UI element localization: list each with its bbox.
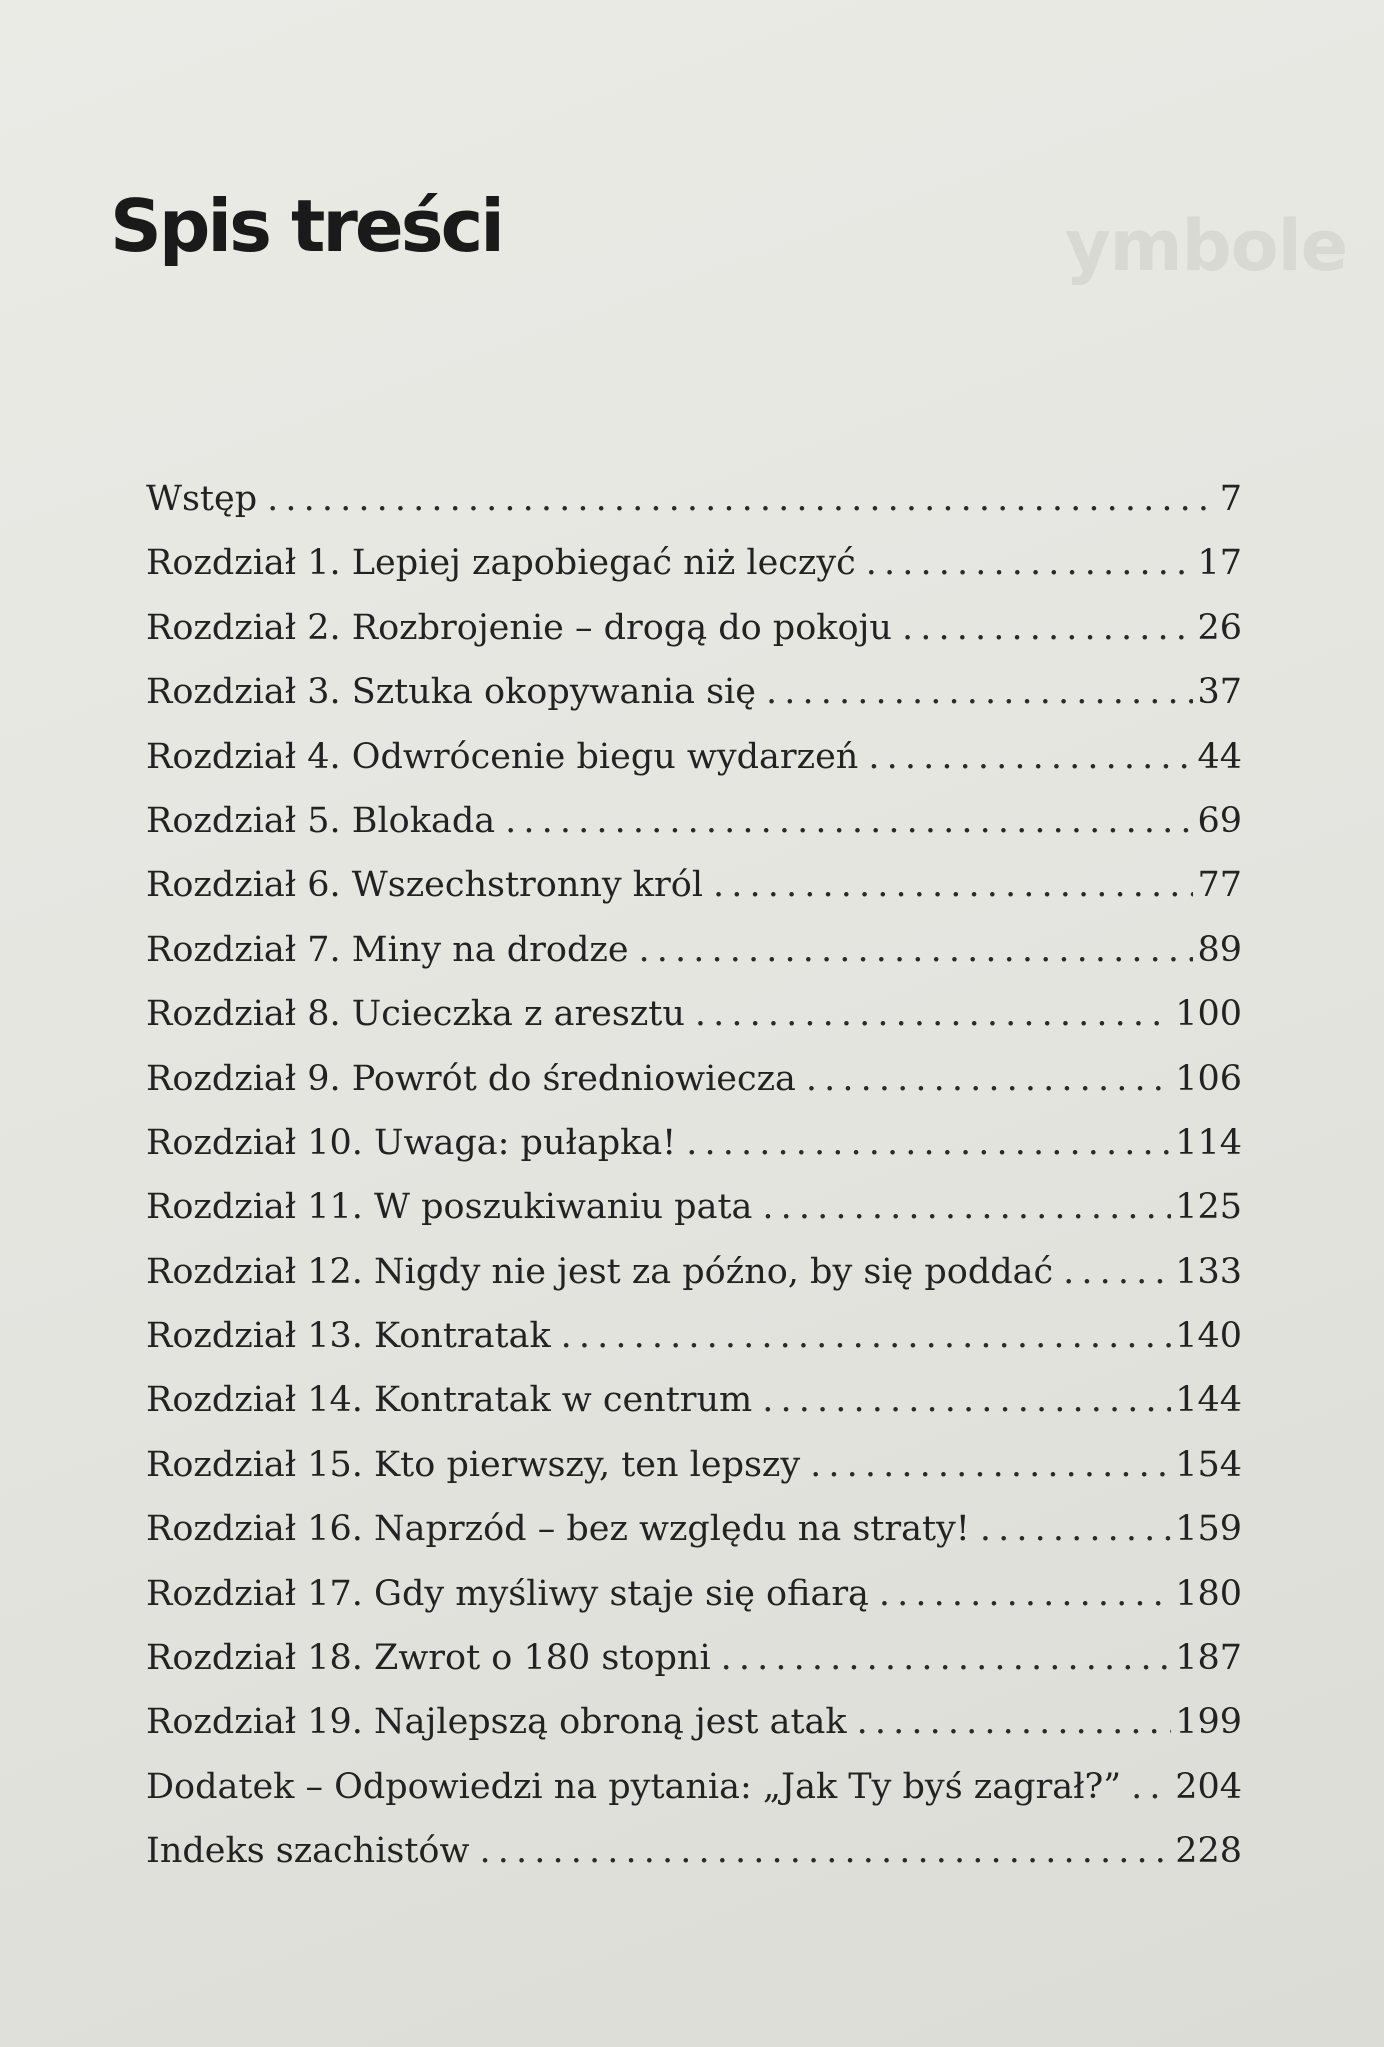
toc-entry-page-number: 125: [1175, 1187, 1242, 1228]
toc-entry-title: Rozdział 11. W poszukiwaniu pata: [146, 1187, 753, 1228]
dot-leader: [1063, 1240, 1171, 1304]
toc-entry-title: Rozdział 4. Odwrócenie biegu wydarzeń: [146, 736, 859, 777]
toc-entry-page-number: 199: [1175, 1702, 1242, 1743]
dot-leader: [868, 725, 1193, 789]
dot-leader: [686, 1111, 1171, 1175]
dot-leader: [806, 1047, 1171, 1111]
toc-entry: [146, 725, 1242, 789]
dot-leader: [879, 1562, 1171, 1626]
toc-entry-page-number: 106: [1175, 1058, 1242, 1099]
bleed-through-text: ymbole: [1065, 205, 1348, 287]
toc-entry-page-number: 159: [1175, 1509, 1242, 1550]
toc-entry-title: Rozdział 15. Kto pierwszy, ten lepszy: [146, 1444, 801, 1485]
toc-entry-page-number: 187: [1175, 1638, 1242, 1679]
table-of-contents: [146, 467, 1242, 1884]
toc-entry: [146, 1819, 1242, 1883]
toc-entry: [146, 1433, 1242, 1497]
toc-entry: [146, 1626, 1242, 1690]
dot-leader: [721, 1626, 1172, 1690]
toc-entry-page-number: 154: [1175, 1444, 1242, 1485]
toc-entry-page-number: 114: [1175, 1122, 1242, 1163]
toc-entry-title: Rozdział 10. Uwaga: pułapka!: [146, 1122, 677, 1163]
dot-leader: [479, 1819, 1171, 1883]
dot-leader: [857, 1690, 1172, 1754]
toc-entry-page-number: 133: [1175, 1251, 1242, 1292]
toc-entry-title: Rozdział 2. Rozbrojenie – drogą do pokoju: [146, 607, 892, 648]
toc-entry-title: Rozdział 17. Gdy myśliwy staje się ofiarą: [146, 1573, 869, 1614]
toc-entry: [146, 1497, 1242, 1561]
toc-entry-title: Rozdział 12. Nigdy nie jest za późno, by się poddać: [146, 1251, 1054, 1292]
toc-entry-page-number: 17: [1197, 543, 1242, 584]
toc-entry: [146, 596, 1242, 660]
toc-entry-title: Rozdział 9. Powrót do średniowiecza: [146, 1058, 796, 1099]
toc-entry-page-number: 204: [1175, 1766, 1242, 1807]
toc-entry-page-number: 26: [1197, 607, 1242, 648]
toc-entry-page-number: 77: [1197, 865, 1242, 906]
toc-entry-page-number: 228: [1175, 1831, 1242, 1872]
toc-entry-title: Rozdział 14. Kontratak w centrum: [146, 1380, 753, 1421]
toc-entry: [146, 467, 1242, 531]
toc-entry: [146, 1175, 1242, 1239]
toc-entry-title: Rozdział 13. Kontratak: [146, 1316, 551, 1357]
toc-entry: [146, 531, 1242, 595]
toc-entry: [146, 1562, 1242, 1626]
toc-entry-page-number: 7: [1219, 479, 1242, 519]
dot-leader: [762, 1368, 1171, 1432]
toc-entry-title: Dodatek – Odpowiedzi na pytania: „Jak Ty byś zagrał?”: [146, 1766, 1122, 1807]
dot-leader: [980, 1497, 1171, 1561]
toc-entry: [146, 1304, 1242, 1368]
dot-leader: [1131, 1755, 1171, 1819]
toc-entry-title: Rozdział 18. Zwrot o 180 stopni: [146, 1638, 711, 1679]
dot-leader: [810, 1433, 1171, 1497]
dot-leader: [639, 918, 1194, 982]
toc-entry-page-number: 37: [1197, 672, 1242, 713]
toc-entry: [146, 1240, 1242, 1304]
dot-leader: [866, 531, 1194, 595]
toc-entry-page-number: 180: [1175, 1573, 1242, 1614]
page-title: Spis treści: [110, 184, 502, 268]
toc-entry-page-number: 140: [1175, 1316, 1242, 1357]
toc-entry: [146, 853, 1242, 917]
toc-entry-title: Rozdział 16. Naprzód – bez względu na straty!: [146, 1509, 970, 1550]
toc-entry: [146, 918, 1242, 982]
toc-entry-title: Rozdział 19. Najlepszą obroną jest atak: [146, 1702, 847, 1743]
toc-entry: [146, 1111, 1242, 1175]
toc-entry: [146, 789, 1242, 853]
toc-entry: [146, 660, 1242, 724]
toc-entry-title: Rozdział 7. Miny na drodze: [146, 929, 629, 970]
toc-entry-page-number: 144: [1175, 1380, 1242, 1421]
toc-entry-title: Rozdział 5. Blokada: [146, 800, 496, 841]
toc-entry-page-number: 100: [1175, 994, 1242, 1035]
toc-entry: [146, 982, 1242, 1046]
toc-entry-title: Rozdział 6. Wszechstronny król: [146, 865, 704, 906]
toc-entry-title: Rozdział 8. Ucieczka z aresztu: [146, 994, 685, 1035]
dot-leader: [561, 1304, 1172, 1368]
dot-leader: [695, 982, 1171, 1046]
dot-leader: [267, 467, 1216, 531]
toc-entry-title: Indeks szachistów: [146, 1831, 470, 1872]
toc-entry: [146, 1047, 1242, 1111]
dot-leader: [505, 789, 1193, 853]
dot-leader: [762, 1175, 1171, 1239]
toc-entry: [146, 1755, 1242, 1819]
toc-entry-title: Rozdział 3. Sztuka okopywania się: [146, 672, 756, 713]
dot-leader: [713, 853, 1193, 917]
dot-leader: [766, 660, 1194, 724]
toc-entry: [146, 1690, 1242, 1754]
dot-leader: [902, 596, 1193, 660]
toc-entry: [146, 1368, 1242, 1432]
toc-entry-page-number: 89: [1197, 929, 1242, 970]
toc-entry-page-number: 44: [1197, 736, 1242, 777]
toc-entry-title: Wstęp: [146, 479, 258, 519]
toc-entry-title: Rozdział 1. Lepiej zapobiegać niż leczyć: [146, 543, 856, 584]
toc-entry-page-number: 69: [1197, 800, 1242, 841]
